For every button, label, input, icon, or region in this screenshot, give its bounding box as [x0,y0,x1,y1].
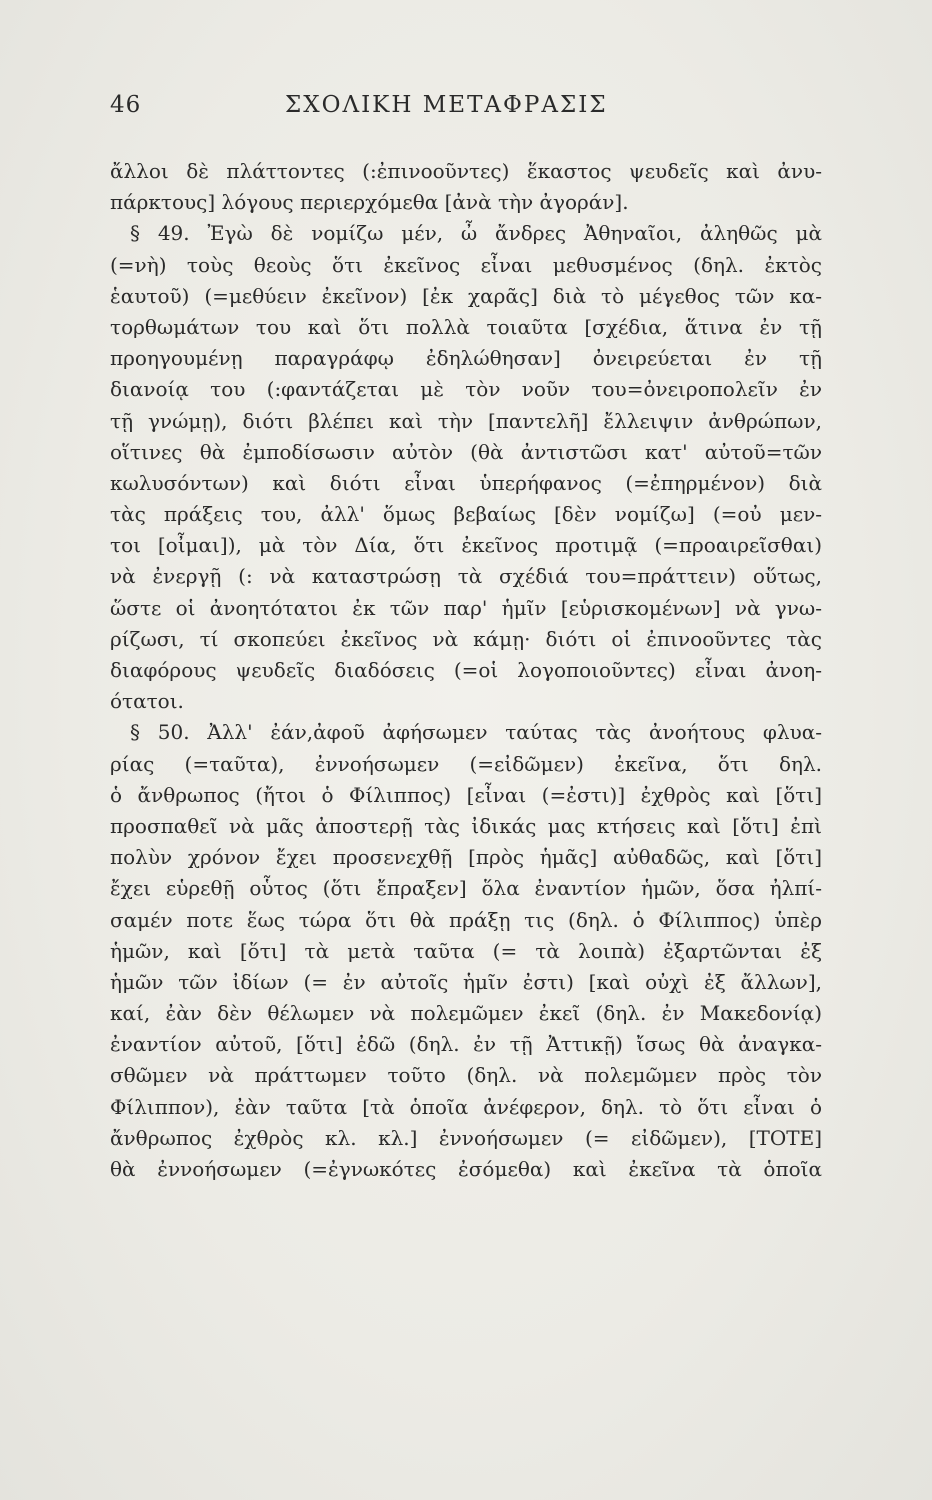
text-line: ἐναντίον αὐτοῦ, [ὅτι] ἐδῶ (δηλ. ἐν τῇ Ἀττικῇ) ἴσως θὰ ἀναγκα- [110,1032,822,1057]
text-line: διανοίᾳ του (:φαντάζεται μὲ τὸν νοῦν του=ὀνειροπολεῖν ἐν [110,377,822,402]
text-line: ἄνθρωπος ἐχθρὸς κλ. κλ.] ἐννοήσωμεν (= εἰδῶμεν), [ΤΟΤΕ] [110,1125,822,1150]
text-line: πάρκτους] λόγους περιερχόμεθα [ἀνὰ τὴν ἀγοράν]. [110,190,629,215]
text-line: ἑαυτοῦ) (=μεθύειν ἐκεῖνον) [ἐκ χαρᾶς] διὰ τὸ μέγεθος τῶν κα- [110,283,822,308]
text-line: σαμέν ποτε ἕως τώρα ὅτι θὰ πράξῃ τις (δηλ. ὁ Φίλιππος) ὑπὲρ [110,907,822,932]
text-line: καί, ἐὰν δὲν θέλωμεν νὰ πολεμῶμεν ἐκεῖ (δηλ. ἐν Μακεδονίᾳ) [110,1001,822,1026]
text-line: ρίζωσι, τί σκοπεύει ἐκεῖνος νὰ κάμῃ· διότι οἱ ἐπινοοῦντες τὰς [110,626,822,651]
text-line: τορθωμάτων του καὶ ὅτι πολλὰ τοιαῦτα [σχέδια, ἅτινα ἐν τῇ [110,314,822,339]
text-line: θὰ ἐννοήσωμεν (=ἐγνωκότες ἐσόμεθα) καὶ ἐκεῖνα τὰ ὁποῖα [110,1157,822,1181]
text-line: ἡμῶν, καὶ [ὅτι] τὰ μετὰ ταῦτα (= τὰ λοιπὰ) ἐξαρτῶνται ἐξ [110,938,822,963]
text-line: προσπαθεῖ νὰ μᾶς ἀποστερῇ τὰς ἰδικάς μας κτήσεις καὶ [ὅτι] ἐπὶ [110,813,822,838]
text-line: οἵτινες θὰ ἐμποδίσωσιν αὐτὸν (θὰ ἀντιστῶσι κατ' αὐτοῦ=τῶν [110,439,822,464]
text-line: σθῶμεν νὰ πράττωμεν τοῦτο (δηλ. νὰ πολεμῶμεν πρὸς τὸν [110,1063,822,1088]
text-line: τὰς πράξεις του, ἀλλ' ὅμως βεβαίως [δὲν νομίζω] (=οὐ μεν- [110,502,822,527]
text-line: τῇ γνώμῃ), διότι βλέπει καὶ τὴν [παντελῆ] ἔλλειψιν ἀνθρώπων, [110,408,822,433]
text-line: νὰ ἐνεργῇ (: νὰ καταστρώσῃ τὰ σχέδιά του=πράττειν) οὕτως, [110,564,822,589]
text-line: (=νὴ) τοὺς θεοὺς ὅτι ἐκεῖνος εἶναι μεθυσμένος (δηλ. ἐκτὸς [110,252,822,277]
text-line: ότατοι. [110,689,184,714]
text-line: προηγουμένῃ παραγράφῳ ἐδηλώθησαν] ὀνειρεύεται ἐν τῇ [110,346,822,371]
page-header [110,92,830,132]
text-line: Φίλιππον), ἐὰν ταῦτα [τὰ ὁποῖα ἀνέφερον, δηλ. τὸ ὅτι εἶναι ὁ [110,1094,822,1119]
text-line: § 50. Ἀλλ' ἐάν,ἀφοῦ ἀφήσωμεν ταύτας τὰς ἀνοήτους φλυα- [130,720,822,745]
running-title: ΣΧΟΛΙΚΗ ΜΕΤΑΦΡΑΣΙΣ [285,92,608,118]
text-line: ρίας (=ταῦτα), ἐννοήσωμεν (=εἰδῶμεν) ἐκεῖνα, ὅτι δηλ. [110,751,822,776]
text-line: κωλυσόντων) καὶ διότι εἶναι ὑπερήφανος (=ἐπηρμένον) διὰ [110,470,822,495]
text-line: ἡμῶν τῶν ἰδίων (= ἐν αὐτοῖς ἡμῖν ἐστι) [καὶ οὐχὶ ἐξ ἄλλων], [110,969,822,994]
text-line: διαφόρους ψευδεῖς διαδόσεις (=οἱ λογοποιοῦντες) εἶναι ἀνοη- [110,658,822,682]
page-number: 46 [110,92,142,118]
text-line: § 49. Ἐγὼ δὲ νομίζω μέν, ὦ ἄνδρες Ἀθηναῖοι, ἀληθῶς μὰ [130,221,822,246]
text-line: ἔχει εὑρεθῇ οὗτος (ὅτι ἔπραξεν] ὅλα ἐναντίον ἡμῶν, ὅσα ἠλπί- [110,876,822,901]
text-line: ὁ ἄνθρωπος (ἤτοι ὁ Φίλιππος) [εἶναι (=ἐστι)] ἐχθρὸς καὶ [ὅτι] [110,782,822,807]
text-line: ἄλλοι δὲ πλάττοντες (:ἐπινοοῦντες) ἕκαστος ψευδεῖς καὶ ἀνυ- [110,159,822,183]
text-line: ὥστε οἱ ἀνοητότατοι ἐκ τῶν παρ' ἡμῖν [εὑρισκομένων] νὰ γνω- [110,595,822,620]
text-line: τοι [οἶμαι]), μὰ τὸν Δία, ὅτι ἐκεῖνος προτιμᾷ (=προαιρεῖσθαι) [110,533,822,558]
text-line: πολὺν χρόνον ἔχει προσενεχθῇ [πρὸς ἡμᾶς] αὐθαδῶς, καὶ [ὅτι] [110,845,822,870]
body-text [110,156,822,1185]
